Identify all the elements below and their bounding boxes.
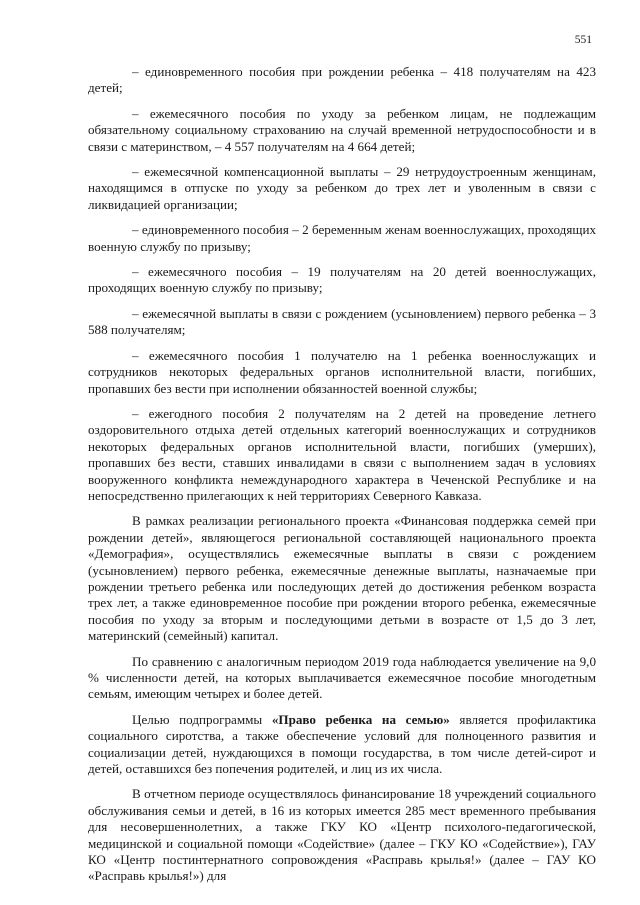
list-item-lump-sum-birth: – единовременного пособия при рождении ребенка – 418 получателям на 423 детей; bbox=[88, 64, 596, 96]
paragraph-subprogram-goal bbox=[88, 712, 596, 778]
list-item-compensation-payment: – ежемесячной компенсационной выплаты – 29 нетрудоустроенным женщинам, находящимся в отпуске по уходу за ребенком до трех лет и уволенным в связи с ликвидацией организации; bbox=[88, 164, 596, 212]
list-item-monthly-childcare: – ежемесячного пособия по уходу за ребенком лицам, не подлежащим обязательному социальному страхованию на случай временной нетрудоспособности и в связи с материнством, – 4 557 получателям на 4 664 детей; bbox=[88, 105, 596, 154]
subprogram-title: «Право ребенка на семью» bbox=[271, 711, 450, 727]
list-item-deceased-servicemen: – ежемесячного пособия 1 получателю на 1 ребенка военнослужащих и сотрудников некоторых федеральных органов исполнительной власти, погибших, пропавших без вести при исполнении обязанностей военной службы; bbox=[88, 347, 596, 396]
list-item-summer-recreation: – ежегодного пособия 2 получателям на 2 детей на проведение летнего оздоровительного отдыха детей отдельных категорий военнослужащих и сотрудников некоторых федеральных органов исполнительной власти, погибших (умерших), пропавших без вести, ставших инвалидами в связи с выполнением задач в условиях вооруженного конфликта немеждународного характера в Чеченской Республике и на непосредственно прилегающих к ней территориях Северного Кавказа. bbox=[88, 405, 596, 503]
subprogram-text-before: Целью подпрограммы bbox=[132, 711, 272, 727]
subprogram-text-after: является профилактика социального сиротства, а также обеспечение условий для полноценного развития и социализации детей, нуждающихся в помощи государства, в том числе детей-сирот и детей, оставшихся без попечения родителей, и лиц из их числа. bbox=[88, 711, 596, 777]
list-item-first-child-payment: – ежемесячной выплаты в связи с рождением (усыновлением) первого ребенка – 3 588 получателям; bbox=[88, 305, 596, 338]
paragraph-funding: В отчетном периоде осуществлялось финансирование 18 учреждений социального обслуживания семьи и детей, в 16 из которых имеется 285 мест временного пребывания для несовершеннолетних, а также ГКУ КО «Центр психолого-педагогической, медицинской и социальной помощи «Содействие» (далее – ГКУ КО «Содействие»), ГАУ КО «Центр постинтернатного сопровождения «Расправь крылья!» (далее – ГАУ КО «Расправь крылья!») для bbox=[88, 786, 596, 884]
document-body bbox=[88, 64, 596, 894]
paragraph-comparison-2019: По сравнению с аналогичным периодом 2019 года наблюдается увеличение на 9,0 % численности детей, на которых выплачивается ежемесячное пособие многодетным семьям, имеющим четырех и более детей. bbox=[88, 653, 596, 702]
list-item-monthly-military-children: – ежемесячного пособия – 19 получателям на 20 детей военнослужащих, проходящих военную службу по призыву; bbox=[88, 264, 596, 296]
page-number: 551 bbox=[574, 34, 592, 46]
list-item-lump-sum-military-wives: – единовременного пособия – 2 беременным женам военнослужащих, проходящих военную службу по призыву; bbox=[88, 222, 596, 254]
paragraph-regional-project: В рамках реализации регионального проекта «Финансовая поддержка семей при рождении детей», являющегося региональной составляющей национального проекта «Демография», осуществлялись ежемесячные выплаты в связи с рождением (усыновлением) первого ребенка, ежемесячные денежные выплаты, назначаемые при рождении третьего ребенка или последующих детей до достижения ребенком возраста трех лет, а также единовременное пособие при рождении второго ребенка, ежемесячные пособия по уходу за вторым и последующими детьми в возрасте от 1,5 до 3 лет, материнский (семейный) капитал. bbox=[88, 513, 596, 644]
